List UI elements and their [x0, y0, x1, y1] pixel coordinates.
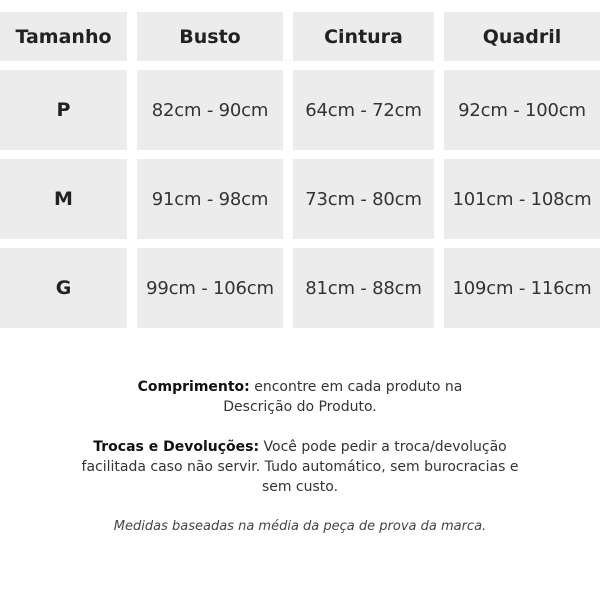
header-quadril: Quadril: [444, 12, 600, 61]
comprimento-text: encontre em cada produto na Descrição do Produto.: [223, 379, 463, 415]
size-label-p: P: [0, 70, 127, 150]
busto-p: 82cm - 90cm: [137, 70, 283, 150]
trocas-note: [75, 437, 525, 497]
size-label-g: G: [0, 248, 127, 328]
quadril-g: 109cm - 116cm: [444, 248, 600, 328]
measurement-footnote: Medidas baseadas na média da peça de prova da marca.: [113, 519, 487, 534]
quadril-p: 92cm - 100cm: [444, 70, 600, 150]
size-label-m: M: [0, 159, 127, 239]
cintura-p: 64cm - 72cm: [293, 70, 434, 150]
header-cintura: Cintura: [293, 12, 434, 61]
comprimento-note: [130, 377, 470, 417]
trocas-label: Trocas e Devoluções:: [93, 439, 260, 455]
busto-m: 91cm - 98cm: [137, 159, 283, 239]
quadril-m: 101cm - 108cm: [444, 159, 600, 239]
comprimento-label: Comprimento:: [137, 379, 250, 395]
size-chart-notes: [60, 377, 540, 537]
cintura-g: 81cm - 88cm: [293, 248, 434, 328]
trocas-text: Você pode pedir a troca/devolução facilitada caso não servir. Tudo automático, sem burocracias e sem custo.: [81, 439, 519, 495]
cintura-m: 73cm - 80cm: [293, 159, 434, 239]
header-busto: Busto: [137, 12, 283, 61]
busto-g: 99cm - 106cm: [137, 248, 283, 328]
header-tamanho: Tamanho: [0, 12, 127, 61]
